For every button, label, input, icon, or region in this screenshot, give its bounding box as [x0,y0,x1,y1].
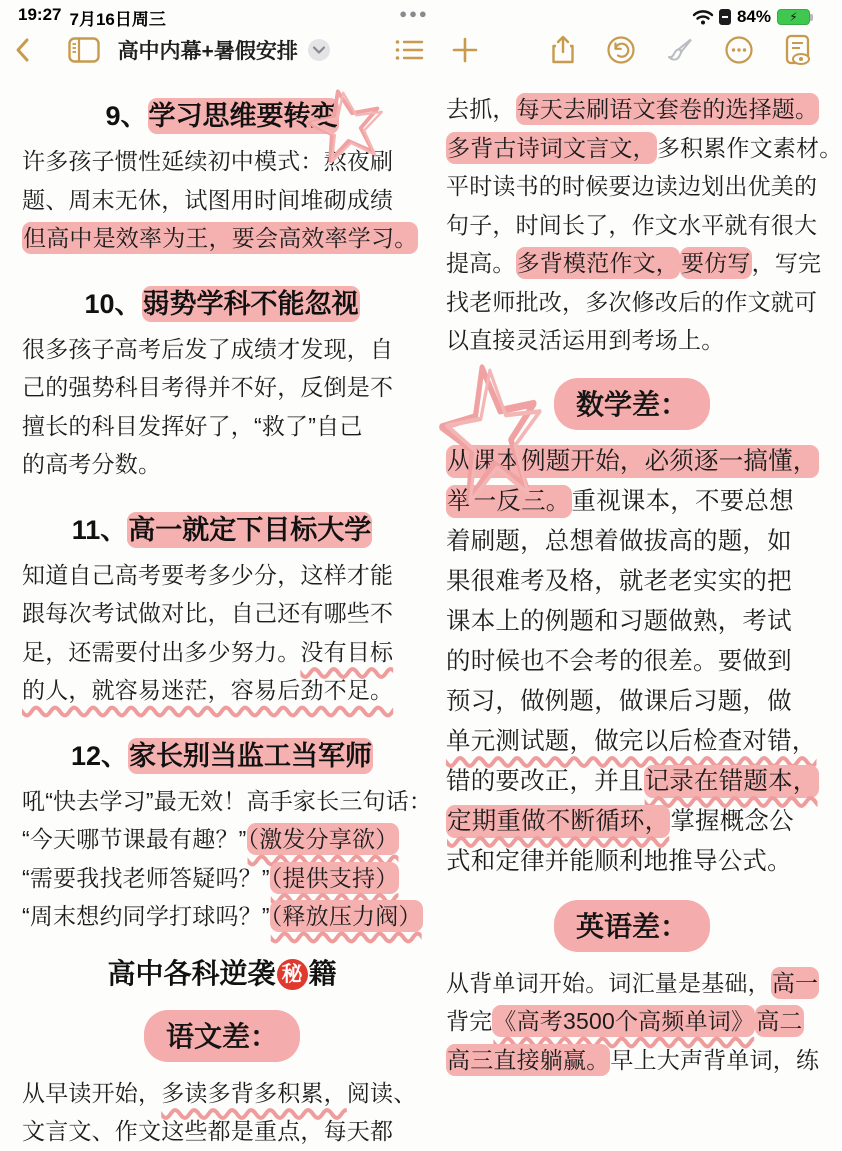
subject-heading [22,1010,422,1062]
sidebar-icon[interactable] [68,37,100,63]
text-line [22,219,422,258]
text-segment: 文言文、作文这些都是重点，每天都 [22,1118,394,1144]
text-segment: 预习，做例题，做课后习题，做 [446,687,792,715]
text-segment: 课本上的例题和习题做熟，考试 [446,607,792,635]
multitask-dots-icon: ●●● [399,6,429,21]
text-segment: 11、 [71,514,128,545]
back-icon[interactable] [14,37,30,63]
text-line [22,181,422,220]
text-segment: 9、 [105,101,148,131]
checklist-icon[interactable] [394,38,424,62]
left-column [22,90,433,1151]
text-segment: 平时读书的时候要边读边划出优美的 [446,173,818,199]
text-segment: “需要我找老师答疑吗？” [22,864,270,891]
text-segment: 没有目标 [300,638,394,665]
text-segment: 题、周末无休，试图用时间堆砌成绩 [22,186,394,213]
text-segment: 高一 [771,967,819,999]
text-segment: 定期重做不断循环， [446,805,670,838]
text-segment: （释放压力阀） [270,900,423,932]
text-segment: 多积累作文素材。 [656,134,842,161]
text-line [22,445,422,484]
text-segment: 跟每次考试做对比，自己还有哪些不 [22,600,394,626]
text-segment: 多背模范作文， [516,247,680,279]
text-segment: 的人，就容易迷茫，容易后劲不足。 [22,677,394,703]
text-segment: ，写完 [751,250,822,276]
text-segment: 句子，时间长了，作文水平就有很大 [446,211,818,238]
section-heading [22,94,422,133]
text-line [22,407,422,446]
text-segment: （激发分享欲） [247,823,400,855]
text-line [22,1112,422,1151]
text-line [446,682,818,722]
text-line [22,330,422,369]
battery-percent: 84% [736,7,771,26]
text-segment: 提高。 [446,250,516,276]
text-line [446,1002,818,1041]
text-line [446,482,818,522]
text-segment: 重视课本，不要总想 [571,487,794,515]
text-segment: 掌握概念公 [670,807,794,835]
text-line [22,897,422,936]
text-line [446,964,818,1003]
more-icon[interactable] [724,35,754,65]
text-segment: 错的要改正，并且 [446,767,644,795]
section-heading [22,282,422,321]
right-column [446,90,842,1079]
text-segment: 12、 [70,740,129,771]
text-line [22,820,422,859]
text-line [22,633,422,672]
text-segment: 要仿写 [680,247,752,279]
text-segment: 从早读开始， [22,1079,162,1106]
markup-brush-icon[interactable] [666,36,694,64]
text-line [446,244,822,283]
text-segment: 从背单词开始。词汇量是基础， [446,969,771,996]
text-line [446,642,818,682]
text-line [22,142,422,181]
text-segment: 10、 [84,288,142,319]
subject-heading-pill [554,378,710,430]
text-segment: 着刷题，总想着做拔高的题，如 [446,527,792,555]
share-icon[interactable] [550,35,576,65]
text-segment: 果很难考及格，就老老实实的把 [446,567,792,595]
subject-heading [446,900,818,952]
text-line [22,368,422,407]
text-segment: 从课本例题开始，必须逐一搞懂， [446,445,819,478]
text-line [446,1041,818,1080]
text-segment: 弱势学科不能忽视 [142,286,360,322]
text-line [446,283,818,322]
text-segment: 己的强势科目考得并不好，反倒是不 [22,374,394,400]
text-segment: 式和定律并能顺利地推导公式。 [446,847,792,875]
text-line [22,859,422,898]
text-segment: 每天去刷语文套卷的选择题。 [516,93,820,125]
text-line [446,442,818,482]
text-segment: 英语差： [575,910,688,942]
wifi-icon [693,10,713,25]
text-segment: 许多孩子惯性延续初中模式：熬夜刷 [22,148,394,174]
text-segment: 学习思维要转变 [148,98,339,134]
text-segment: 的高考分数。 [22,451,162,477]
text-segment: 早上大声背单词，练 [610,1046,820,1073]
text-segment: 举一反三。 [446,485,572,518]
text-segment: 家长别当监工当军师 [128,738,373,774]
text-segment: 《高考3500个高频单词》 [492,1005,755,1037]
text-segment: 找老师批改，多次修改后的作文就可 [446,288,818,315]
toolbar [0,28,828,76]
text-segment: 吼“快去学习”最无效！高手家长三句话： [22,787,433,814]
connected-device-battery-icon [719,9,731,25]
text-line [22,671,422,710]
subject-heading-pill [554,900,710,952]
text-line [22,556,422,595]
text-line [446,842,818,882]
text-line [446,762,818,802]
text-segment: 以直接灵活运用到考场上。 [446,327,725,353]
status-bar [0,0,828,28]
subject-heading [446,378,818,430]
title-chevron-icon[interactable] [308,39,330,61]
battery-charging-icon: ⚡ [777,9,810,25]
paragraph [22,782,433,936]
paragraph [446,964,818,1080]
text-segment: “今天哪节课最有趣？” [22,826,247,852]
center-title [22,952,422,992]
text-line [446,321,818,360]
paragraph [22,1074,422,1151]
text-segment: 背完 [446,1008,493,1034]
text-segment: 知道自己高考要考多少分，这样才能 [22,561,394,588]
text-line [446,722,818,762]
text-segment: 多背古诗词文言文， [446,132,657,164]
text-line [22,1074,422,1113]
text-line [446,562,818,602]
clock-time: 19:27 [18,4,62,24]
text-line [446,802,818,842]
secret-badge: 秘 [277,959,308,990]
text-segment: 单元测试题，做完以后检查对错， [446,727,817,755]
paragraph [446,442,818,882]
section-heading [22,508,422,547]
text-segment: 擅长的科目发挥好了，“救了”自己 [22,412,363,439]
text-segment: 高中各科逆袭 [107,957,276,989]
clock-date: 7月16日周三 [69,9,166,29]
text-line [446,167,818,206]
text-segment: 数学差： [575,388,688,420]
paragraph [22,556,422,710]
text-segment: 记录在错题本， [644,765,819,798]
text-segment: 的时候也不会考的很差。要做到 [446,647,792,675]
text-segment: 但高中是效率为王，要会高效率学习。 [22,222,418,254]
text-line [446,129,842,168]
text-segment: 很多孩子高考后发了成绩才发现，自 [22,335,394,362]
text-segment: 籍 [308,957,337,989]
text-segment: （提供支持） [270,862,400,894]
text-segment: 多读多背多积累， [161,1079,347,1106]
paragraph [22,142,422,258]
text-segment: “周末想约同学打球吗？” [22,903,270,929]
text-line [446,206,818,245]
text-segment: 足，还需要付出多少努力。 [22,638,301,665]
text-segment: 高一就定下目标大学 [127,512,372,548]
note-title: 高中内幕+暑假安排 [117,40,298,63]
text-segment: 高二 [755,1005,803,1037]
text-segment: 阅读、 [346,1079,417,1106]
subject-heading-pill [144,1010,300,1062]
reader-view-icon[interactable] [784,34,812,66]
text-segment: 高三直接躺赢。 [446,1044,610,1076]
paragraph [446,90,842,360]
undo-icon[interactable] [606,35,636,65]
text-line [22,594,422,633]
add-icon[interactable] [452,37,478,63]
note-editor[interactable] [0,90,842,1144]
section-heading [22,734,422,773]
text-segment: 语文差： [165,1020,278,1052]
text-line [446,522,818,562]
text-segment: 去抓， [446,96,516,122]
text-line [446,90,818,129]
paragraph [22,330,422,484]
text-line [22,782,433,821]
text-line [446,602,818,642]
